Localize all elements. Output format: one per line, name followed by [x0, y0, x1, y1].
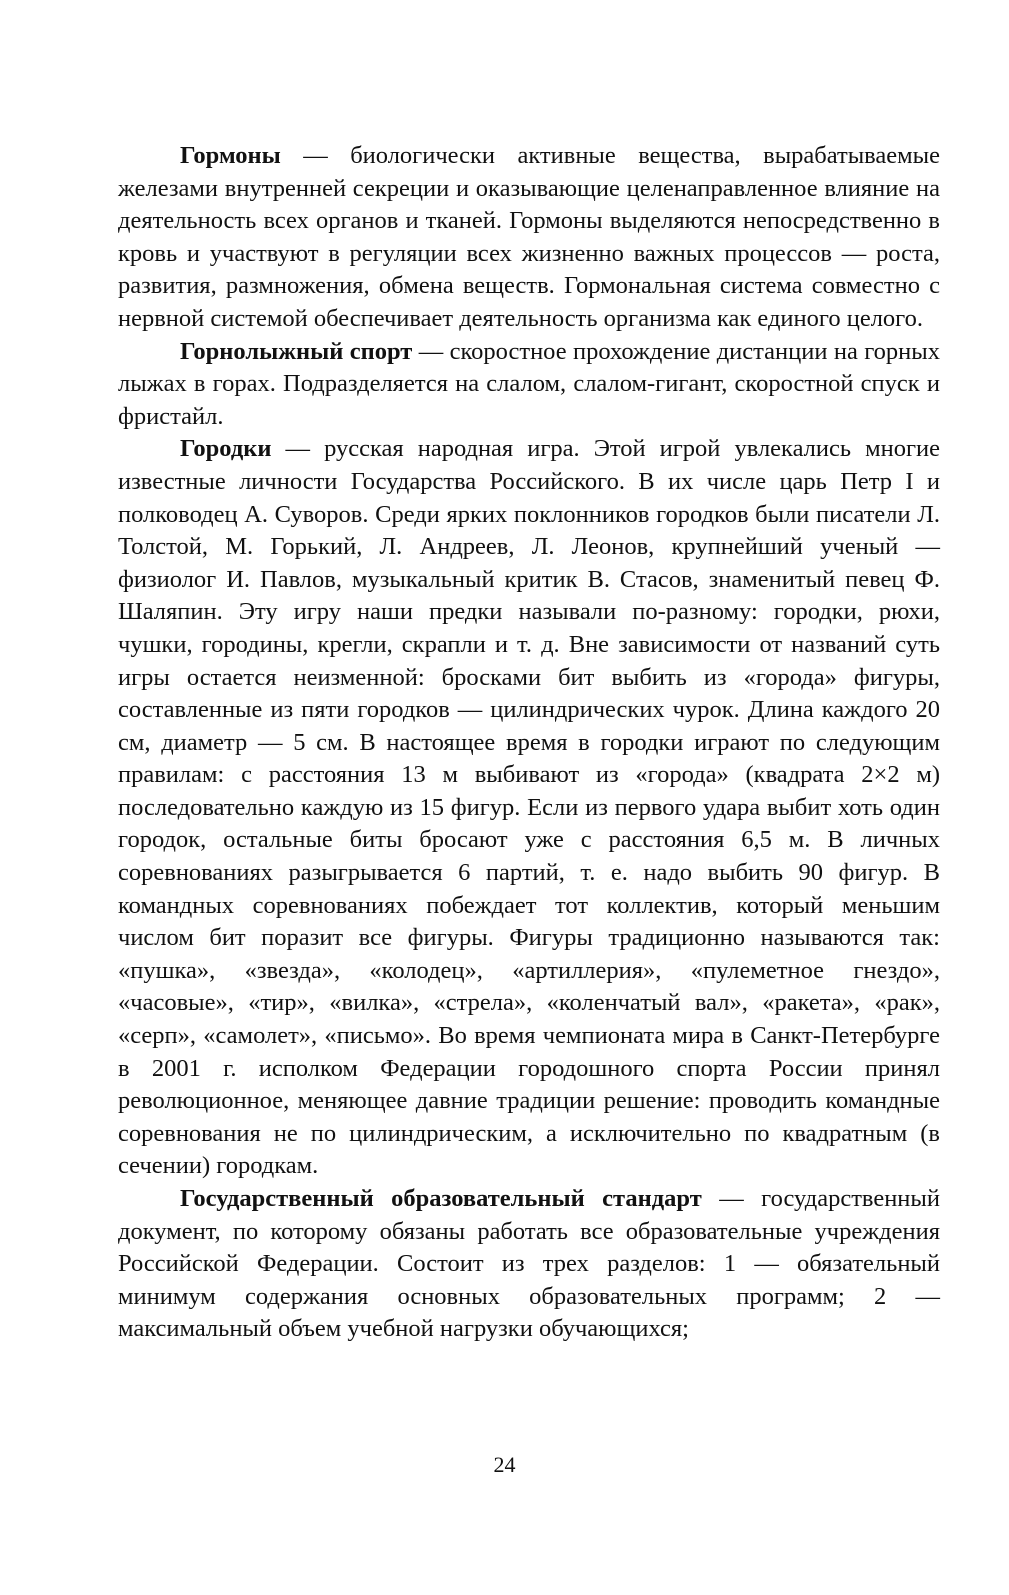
- entry-gormony: [118, 140, 940, 336]
- entry-term: Государственный образовательный стандарт: [180, 1185, 702, 1212]
- page-text: [118, 140, 940, 1346]
- entry-term: Гормоны: [180, 142, 281, 169]
- entry-term: Городки: [180, 435, 272, 463]
- entry-gorodki: [118, 433, 940, 1183]
- entry-definition: — скоростное прохождение дистанции на горных лыжах в горах. Подразделяется на слалом, слалом-гигант, скоростной спуск и фристайл.: [118, 337, 940, 430]
- entry-gornolyzhny-sport: [118, 336, 940, 434]
- entry-definition: — русская народная игра. Этой игрой увлекались многие известные личности Государства Российского. В их числе царь Петр I и полководец А. Суворов. Среди ярких поклонников городков были писатели Л. Толстой, М. Горький, Л. Андреев, Л. Леонов, крупнейший ученый — физиолог И. Павлов, музыкальный критик В. Стасов, знаменитый певец Ф. Шаляпин. Эту игру наши предки называли по-разному: городки, рюхи, чушки, городины, крегли, скрапли и т. д. Вне зависимости от названий суть игры остается неизменной: бросками бит выбить из «города» фигуры, составленные из пяти городков — цилиндрических чурок. Длина каждого 20 см, диаметр — 5 см. В настоящее время в городки играют по следующим правилам: с расстояния 13 м выбивают из «города» (квадрата 2×2 м) последовательно каждую из 15 фигур. Если из первого удара выбит хоть один городок, остальные биты бросают уже с расстояния 6,5 м. В личных соревнованиях разыгрывается 6 партий, т. е. надо выбить 90 фигур. В командных соревнованиях побеждает тот коллектив, который меньшим числом бит поразит все фигуры. Фигуры традиционно называются так: «пушка», «звезда», «колодец», «артиллерия», «пулеметное гнездо», «часовые», «тир», «вилка», «стрела», «коленчатый вал», «ракета», «рак», «серп», «самолет», «письмо». Во время чемпионата мира в Санкт-Петербурге в 2001 г. исполком Федерации городошного спорта России принял революционное, меняющее давние традиции решение: проводить командные соревнования не по цилиндрическим, а исключительно по квадратным (в сечении) городкам.: [118, 435, 940, 1180]
- entry-gos-standart: [118, 1183, 940, 1346]
- entry-term: Горнолыжный спорт: [180, 337, 413, 365]
- page-number: 24: [493, 1452, 516, 1477]
- entry-definition: — государственный документ, по которому обязаны работать все образовательные учреждения Российской Федерации. Состоит из трех разделов: 1 — обязательный минимум содержания основных образовательных программ; 2 — максимальный объем учебной нагрузки обучающихся;: [118, 1185, 940, 1343]
- entry-definition: — биологически активные вещества, вырабатываемые железами внутренней секреции и оказывающие целенаправленное влияние на деятельность всех органов и тканей. Гормоны выделяются непосредственно в кровь и участвуют в регуляции всех жизненно важных процессов — роста, развития, размножения, обмена веществ. Гормональная система совместно с нервной системой обеспечивает деятельность организма как единого целого.: [118, 142, 940, 332]
